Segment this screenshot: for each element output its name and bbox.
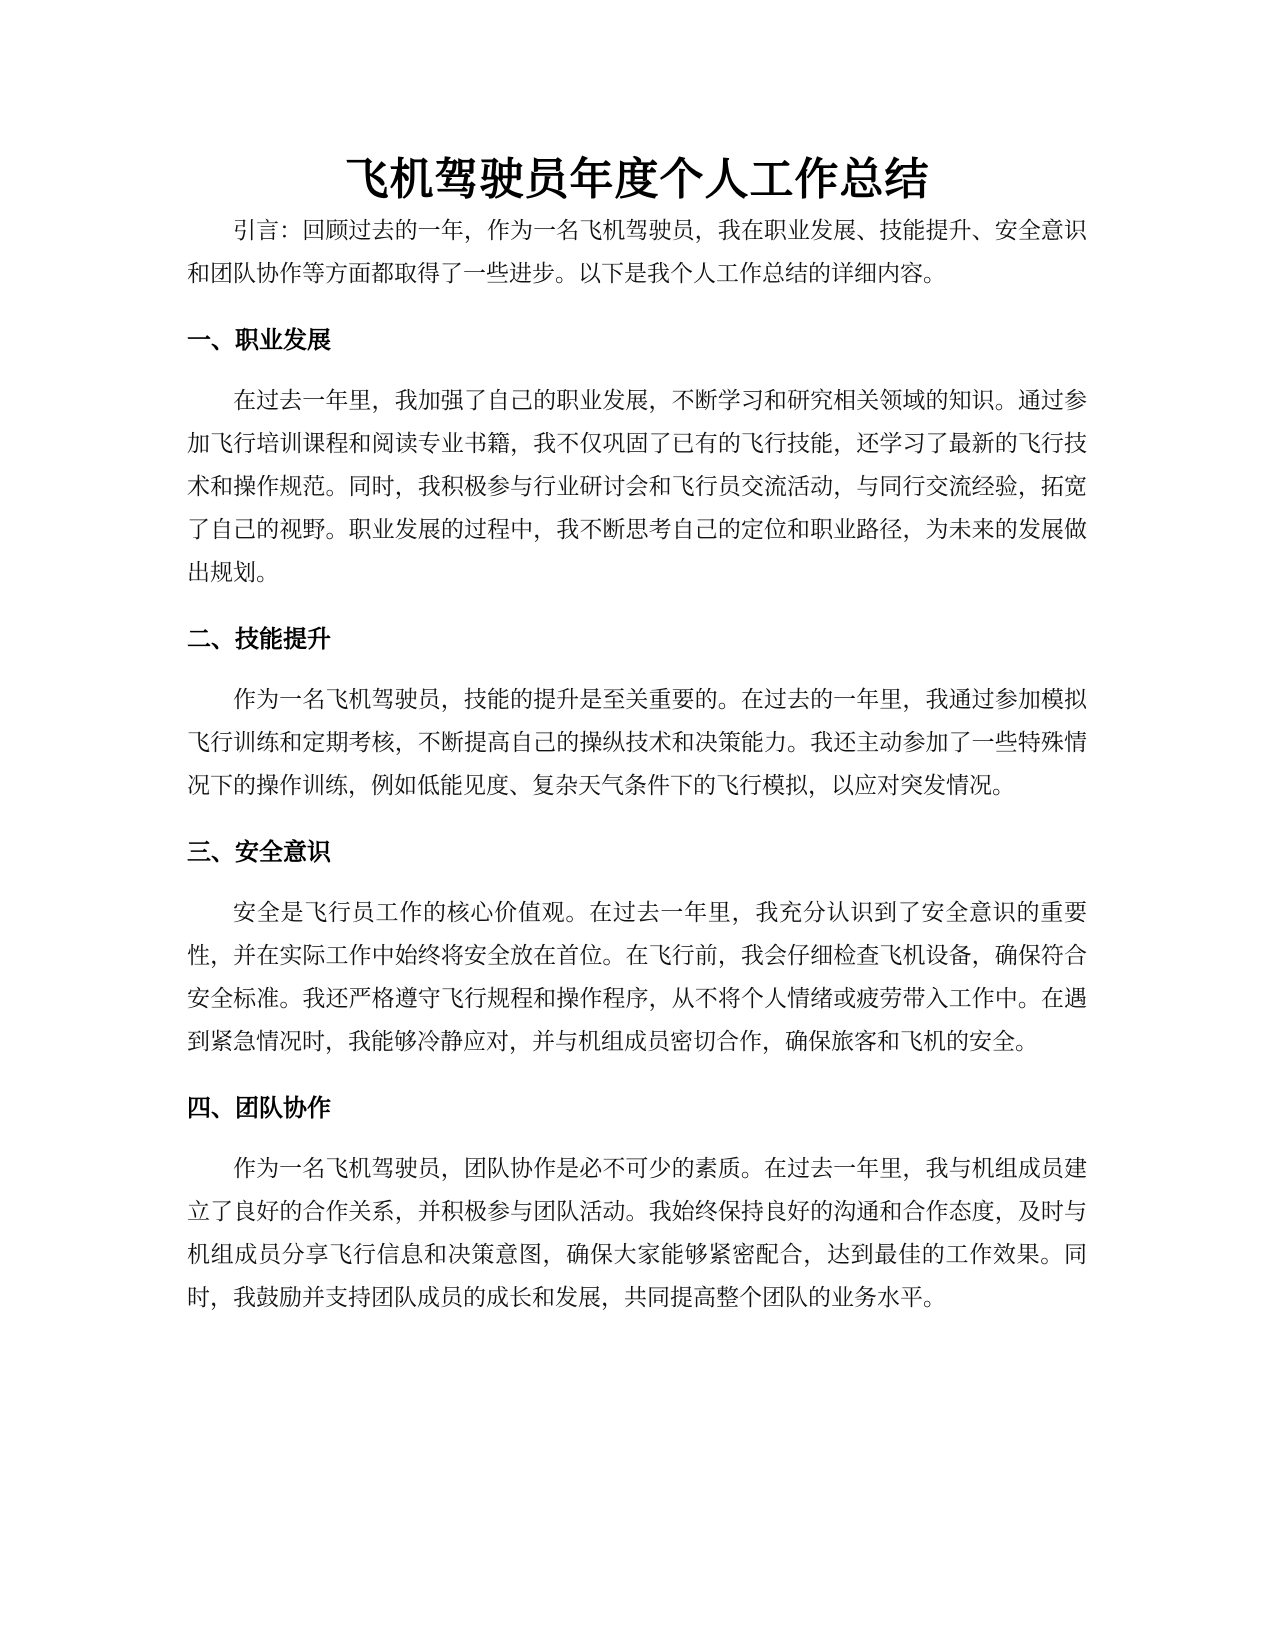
section-paragraph: 作为一名飞机驾驶员，技能的提升是至关重要的。在过去的一年里，我通过参加模拟飞行训练和定期考核，不断提高自己的操纵技术和决策能力。我还主动参加了一些特殊情况下的操作训练，例如低能见度、复杂天气条件下的飞行模拟，以应对突发情况。 (187, 687, 1087, 799)
section-paragraph: 在过去一年里，我加强了自己的职业发展，不断学习和研究相关领域的知识。通过参加飞行培训课程和阅读专业书籍，我不仅巩固了已有的飞行技能，还学习了最新的飞行技术和操作规范。同时，我积极参与行业研讨会和飞行员交流活动，与同行交流经验，拓宽了自己的视野。职业发展的过程中，我不断思考自己的定位和职业路径，为未来的发展做出规划。 (187, 388, 1087, 586)
section-safety-awareness (187, 828, 1087, 1064)
intro-paragraph: 引言：回顾过去的一年，作为一名飞机驾驶员，我在职业发展、技能提升、安全意识和团队协作等方面都取得了一些进步。以下是我个人工作总结的详细内容。 (187, 218, 1087, 287)
document-content (187, 150, 1087, 1320)
section-heading: 二、技能提升 (187, 625, 331, 653)
section-heading: 四、团队协作 (187, 1094, 331, 1122)
section-paragraph: 安全是飞行员工作的核心价值观。在过去一年里，我充分认识到了安全意识的重要性，并在实际工作中始终将安全放在首位。在飞行前，我会仔细检查飞机设备，确保符合安全标准。我还严格遵守飞行规程和操作程序，从不将个人情绪或疲劳带入工作中。在遇到紧急情况时，我能够冷静应对，并与机组成员密切合作，确保旅客和飞机的安全。 (187, 900, 1087, 1055)
section-teamwork (187, 1084, 1087, 1320)
section-heading: 一、职业发展 (187, 326, 331, 354)
section-heading: 三、安全意识 (187, 838, 331, 866)
document-title: 飞机驾驶员年度个人工作总结 (344, 154, 930, 205)
section-paragraph: 作为一名飞机驾驶员，团队协作是必不可少的素质。在过去一年里，我与机组成员建立了良好的合作关系，并积极参与团队活动。我始终保持良好的沟通和合作态度，及时与机组成员分享飞行信息和决策意图，确保大家能够紧密配合，达到最佳的工作效果。同时，我鼓励并支持团队成员的成长和发展，共同提高整个团队的业务水平。 (187, 1156, 1087, 1311)
section-skill-improvement (187, 615, 1087, 808)
section-career-development (187, 316, 1087, 595)
